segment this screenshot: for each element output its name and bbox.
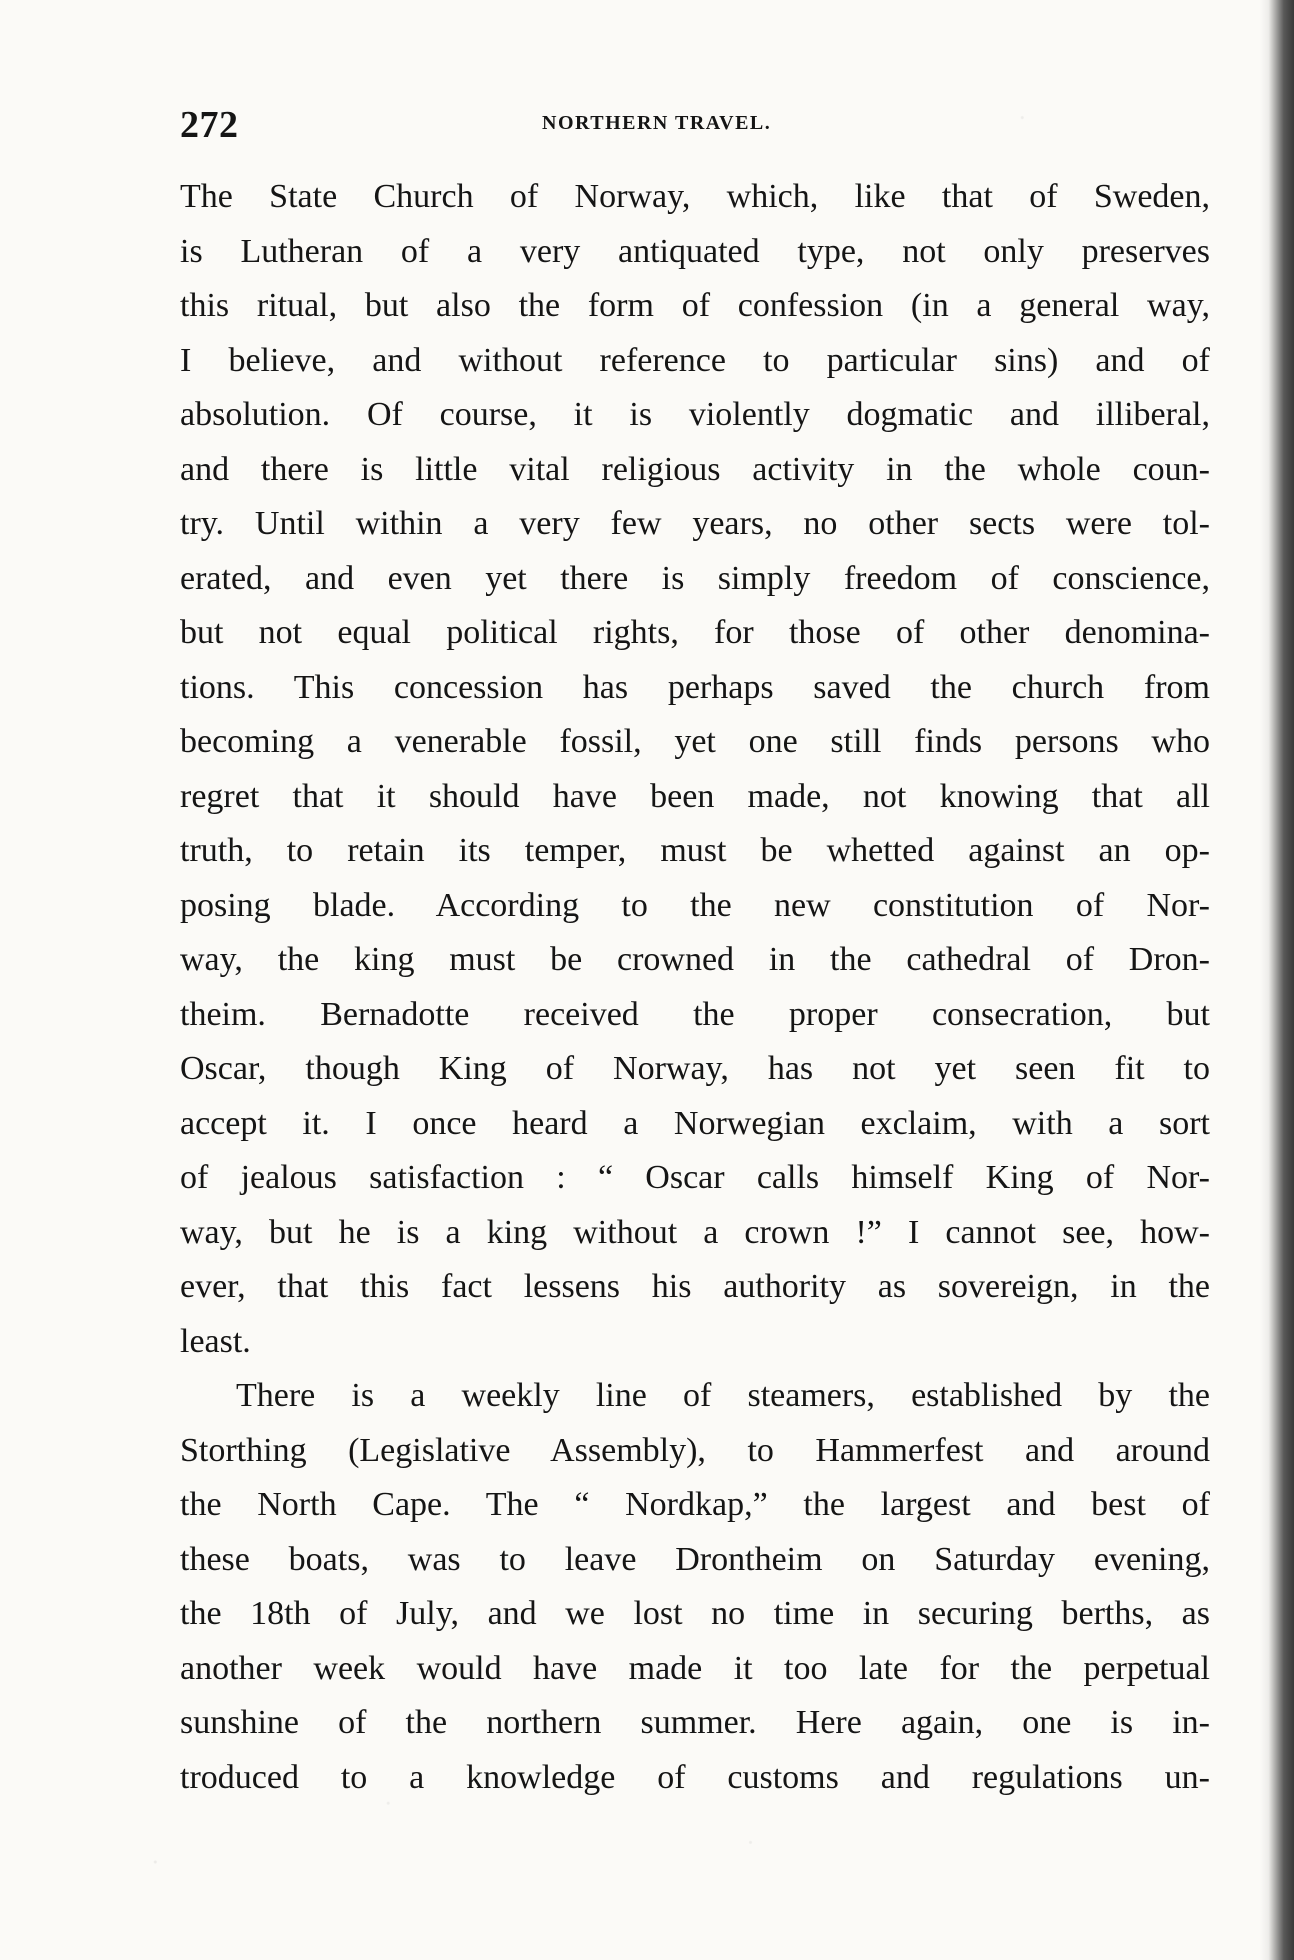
page-edge-shadow: [1260, 0, 1294, 1960]
body-text: [180, 170, 1210, 1805]
text-line: of jealous satisfaction : “ Oscar calls himself King of Nor-: [180, 1159, 1210, 1196]
text-line: becoming a venerable fossil, yet one still finds persons who: [180, 723, 1210, 760]
text-line: Storthing (Legislative Assembly), to Hammerfest and around: [180, 1431, 1210, 1469]
text-line: I believe, and without reference to particular sins) and of: [180, 341, 1210, 379]
text-line: ever, that this fact lessens his authority as sovereign, in the: [180, 1268, 1210, 1305]
text-line: another week would have made it too late for the perpetual: [180, 1649, 1210, 1687]
text-line: sunshine of the northern summer. Here again, one is in-: [180, 1704, 1210, 1741]
page-header: [180, 103, 1210, 146]
text-line: way, but he is a king without a crown !” I cannot see, how-: [180, 1213, 1210, 1251]
text-line: posing blade. According to the new constitution of Nor-: [180, 886, 1210, 924]
page-number: 272: [180, 104, 239, 146]
running-title: NORTHERN TRAVEL.: [542, 112, 772, 134]
paragraph-first-line: There is a weekly line of steamers, established by the: [236, 1377, 1210, 1414]
text-line: this ritual, but also the form of confession (in a general way,: [180, 287, 1210, 324]
text-line: way, the king must be crowned in the cathedral of Dron-: [180, 941, 1210, 978]
text-line: the 18th of July, and we lost no time in securing berths, as: [180, 1595, 1210, 1632]
text-line: the North Cape. The “ Nordkap,” the largest and best of: [180, 1486, 1210, 1523]
text-line: truth, to retain its temper, must be whetted against an op-: [180, 832, 1210, 869]
text-line: Oscar, though King of Norway, has not yet seen fit to: [180, 1050, 1210, 1087]
text-line: and there is little vital religious activity in the whole coun-: [180, 450, 1210, 488]
text-line: try. Until within a very few years, no other sects were tol-: [180, 505, 1210, 542]
text-line: regret that it should have been made, not knowing that all: [180, 777, 1210, 815]
text-line: these boats, was to leave Drontheim on Saturday evening,: [180, 1540, 1210, 1578]
text-line: troduced to a knowledge of customs and regulations un-: [180, 1758, 1210, 1796]
text-line: but not equal political rights, for those of other denomina-: [180, 614, 1210, 651]
text-line: tions. This concession has perhaps saved the church from: [180, 668, 1210, 706]
text-line: absolution. Of course, it is violently dogmatic and illiberal,: [180, 396, 1210, 433]
text-line: erated, and even yet there is simply freedom of conscience,: [180, 559, 1210, 597]
text-line: theim. Bernadotte received the proper consecration, but: [180, 995, 1210, 1033]
text-line: The State Church of Norway, which, like that of Sweden,: [180, 178, 1210, 215]
text-line: is Lutheran of a very antiquated type, not only preserves: [180, 232, 1210, 270]
text-line: accept it. I once heard a Norwegian exclaim, with a sort: [180, 1104, 1210, 1142]
paragraph-last-line: least.: [180, 1322, 251, 1360]
